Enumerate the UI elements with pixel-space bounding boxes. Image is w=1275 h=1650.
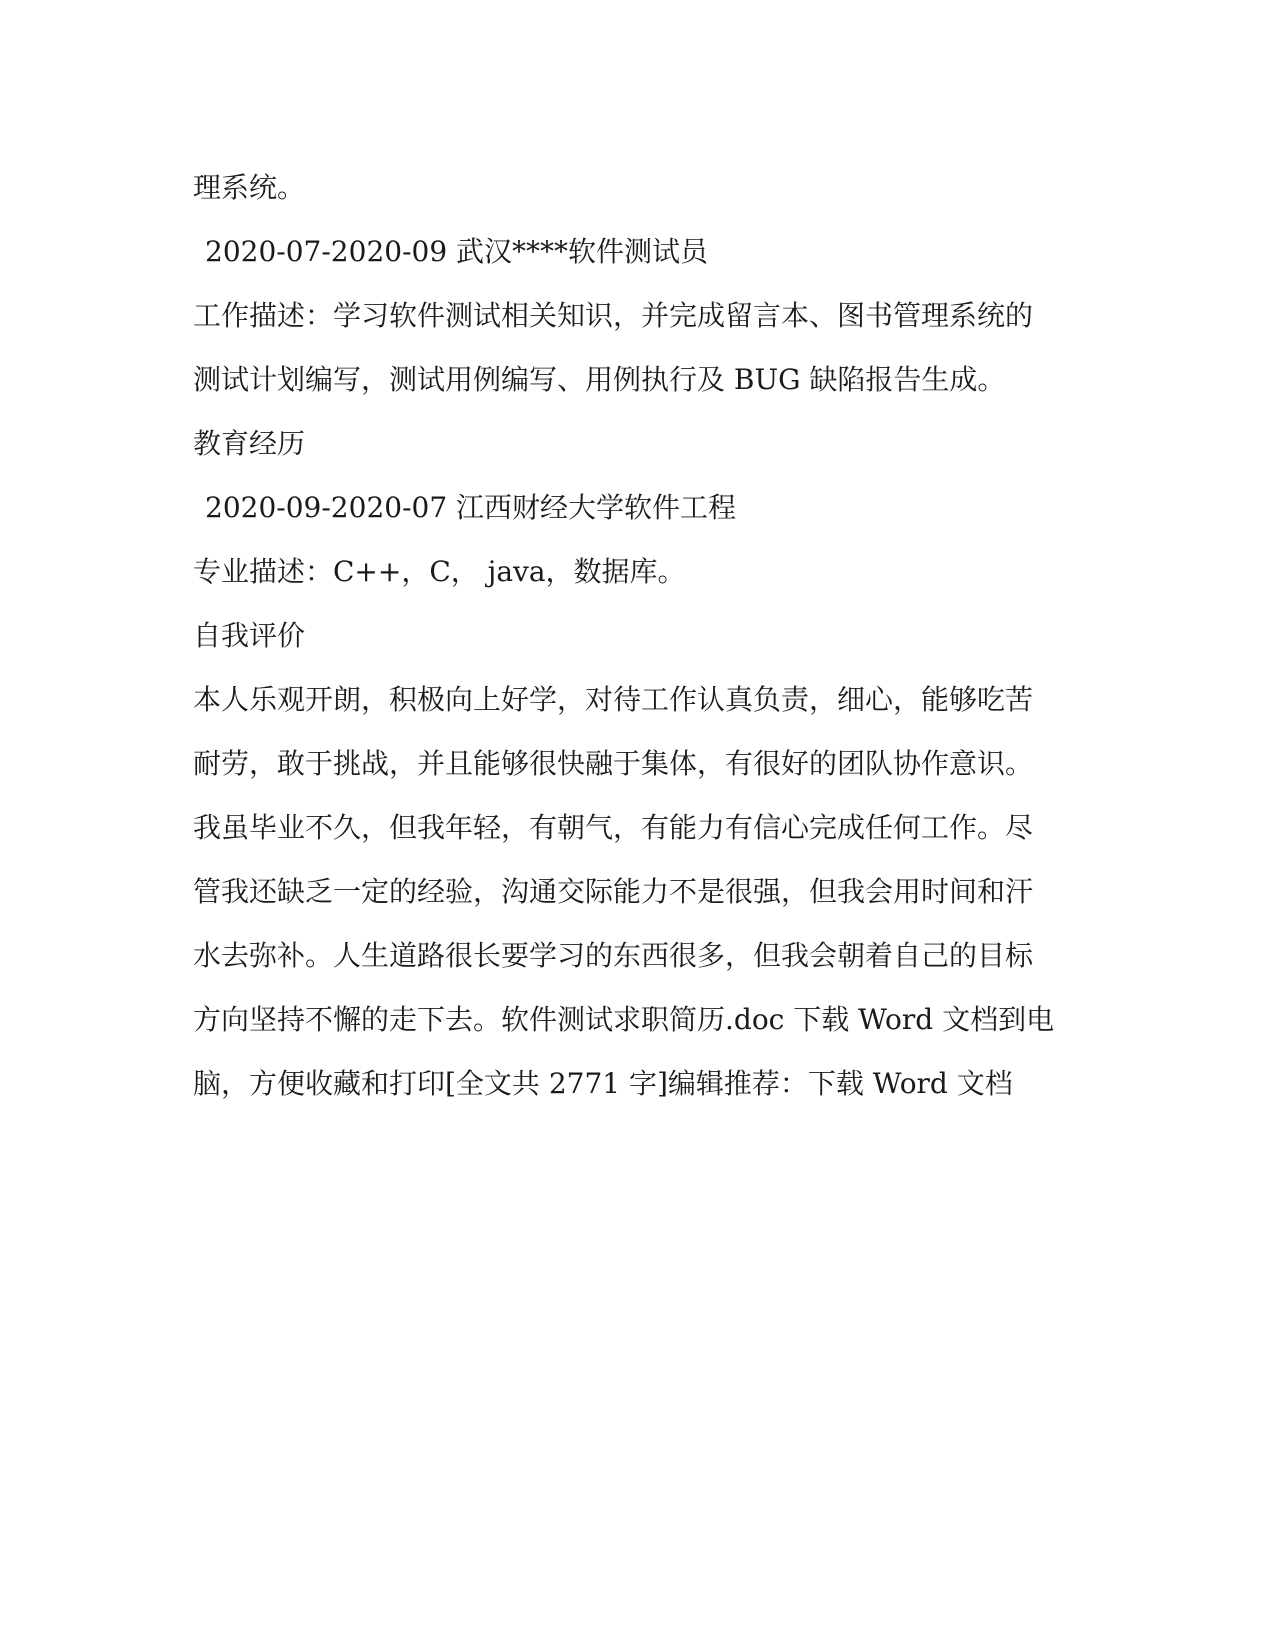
education-period-line: 2020-09-2020-07 江西财经大学软件工程 [205,491,737,524]
section-heading-education: 教育经历 [193,427,306,460]
work-period-line: 2020-07-2020-09 武汉****软件测试员 [205,235,709,268]
text-line: 专业描述：C++，C， java，数据库。 [193,555,686,588]
text-line: 工作描述：学习软件测试相关知识，并完成留言本、图书管理系统的 [193,299,1034,332]
text-line: 方向坚持不懈的走下去。软件测试求职简历.doc 下载 Word 文档到电 [193,1003,1055,1036]
text-line: 耐劳，敢于挑战，并且能够很快融于集体，有很好的团队协作意识。 [193,747,1034,780]
text-line: 测试计划编写，测试用例编写、用例执行及 BUG 缺陷报告生成。 [193,363,1006,396]
text-line: 理系统。 [193,171,306,204]
text-line: 脑，方便收藏和打印[全文共 2771 字]编辑推荐：下载 Word 文档 [193,1067,1013,1100]
text-line: 本人乐观开朗，积极向上好学，对待工作认真负责，细心，能够吃苦 [193,683,1034,716]
text-line: 我虽毕业不久，但我年轻，有朝气，有能力有信心完成任何工作。尽 [193,811,1034,844]
text-line: 管我还缺乏一定的经验，沟通交际能力不是很强，但我会用时间和汗 [193,875,1034,908]
document-body [193,156,1073,1116]
text-line: 水去弥补。人生道路很长要学习的东西很多，但我会朝着自己的目标 [193,939,1034,972]
section-heading-self-evaluation: 自我评价 [193,619,306,652]
